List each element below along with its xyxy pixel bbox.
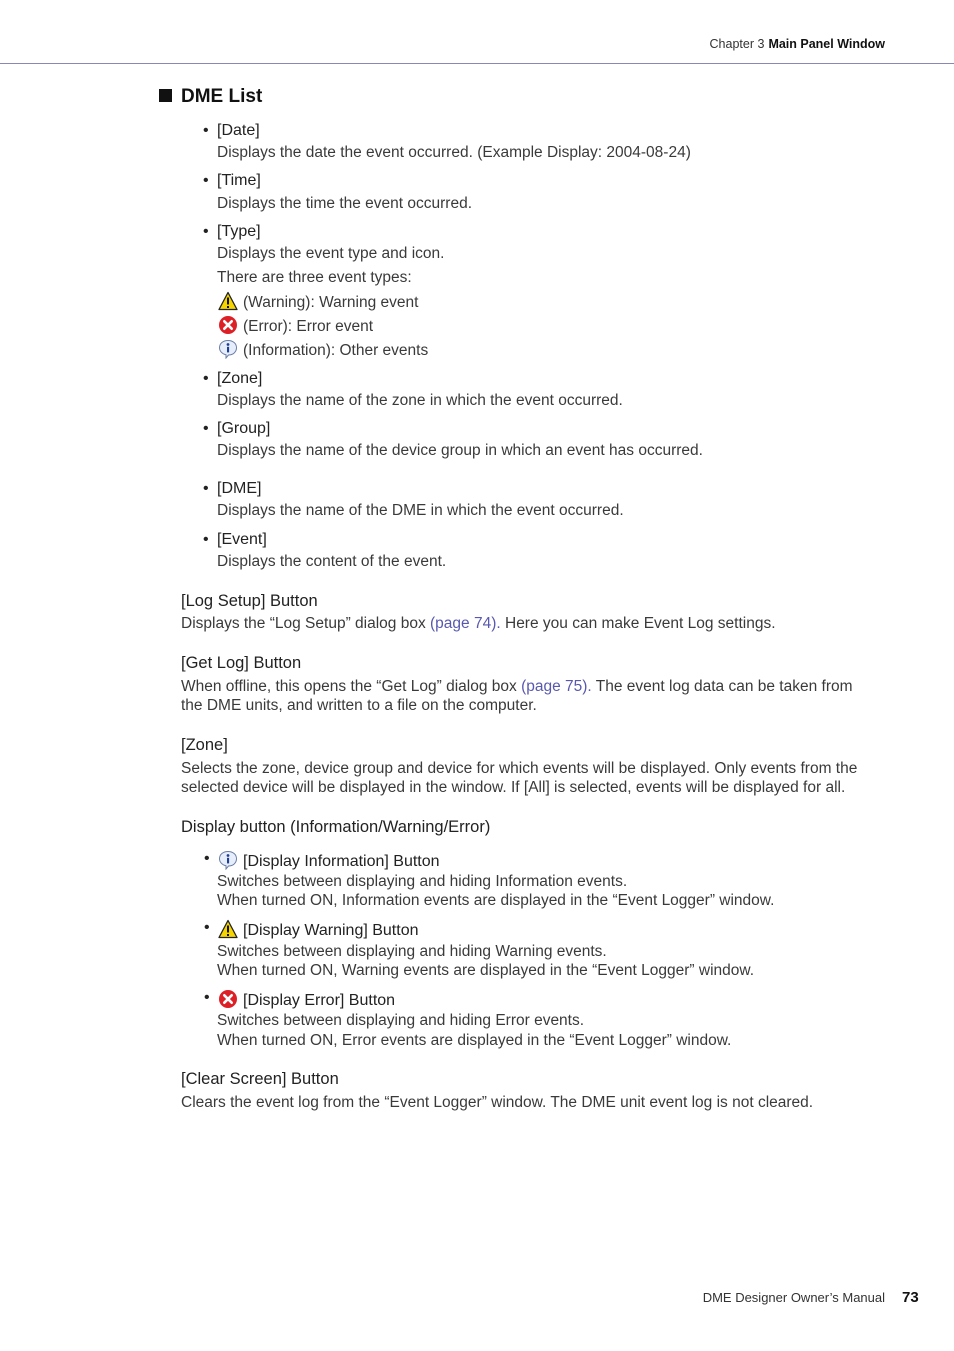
- list-item-time-desc: Displays the time the event occurred.: [217, 195, 473, 212]
- zone-text-line2: selected device will be displayed in the window. If [All] is selected, events will be displayed for all.: [181, 779, 846, 796]
- list-item-type-desc2: There are three event types:: [217, 269, 412, 286]
- error-icon: [218, 315, 238, 335]
- list-item-date-label: • [Date]: [203, 122, 260, 139]
- list-item-zone-label: • [Zone]: [203, 370, 263, 387]
- get-log-text-line2: the DME units, and written to a file on the computer.: [181, 697, 537, 714]
- section-title: [159, 86, 262, 108]
- display-error-line1: Switches between displaying and hiding Error events.: [217, 1012, 585, 1029]
- clear-screen-text: Clears the event log from the “Event Logger” window. The DME unit event log is not cleared.: [181, 1094, 814, 1111]
- display-buttons-heading: Display button (Information/Warning/Error): [181, 818, 491, 836]
- information-icon: [218, 850, 238, 870]
- display-error-line2: When turned ON, Error events are displayed in the “Event Logger” window.: [217, 1032, 732, 1049]
- chapter-label: Chapter 3: [709, 37, 765, 51]
- zone-text-line1: Selects the zone, device group and device for which events will be displayed. Only events from the: [181, 760, 858, 777]
- warning-icon: [218, 919, 238, 939]
- information-icon: [218, 339, 238, 359]
- page-number: 73: [902, 1289, 919, 1306]
- clear-screen-heading: [Clear Screen] Button: [181, 1070, 339, 1088]
- display-information-line2: When turned ON, Information events are displayed in the “Event Logger” window.: [217, 892, 775, 909]
- list-item-dme-label: • [DME]: [203, 480, 262, 497]
- display-information-item: • [Display Information] Button: [204, 850, 440, 870]
- list-item-type-label: • [Type]: [203, 223, 261, 240]
- event-type-error: (Error): Error event: [218, 315, 373, 336]
- zone-heading: [Zone]: [181, 736, 228, 754]
- display-warning-line1: Switches between displaying and hiding Warning events.: [217, 943, 607, 960]
- page-75-link[interactable]: (page 75).: [521, 678, 592, 695]
- error-icon: [218, 989, 238, 1009]
- list-item-zone-desc: Displays the name of the zone in which the event occurred.: [217, 392, 623, 409]
- header-rule: [0, 63, 954, 64]
- event-type-information: (Information): Other events: [218, 339, 428, 360]
- list-item-dme-desc: Displays the name of the DME in which the event occurred.: [217, 502, 624, 519]
- section-title-text: DME List: [181, 86, 263, 107]
- list-item-event-desc: Displays the content of the event.: [217, 553, 447, 570]
- list-item-group-label: • [Group]: [203, 420, 271, 437]
- list-item-group-desc: Displays the name of the device group in which an event has occurred.: [217, 442, 703, 459]
- running-header: [710, 37, 885, 51]
- get-log-text: When offline, this opens the “Get Log” dialog box (page 75). The event log data can be taken from: [181, 678, 853, 695]
- page-74-link[interactable]: (page 74).: [430, 615, 501, 632]
- list-item-time-label: • [Time]: [203, 172, 261, 189]
- warning-icon: [218, 291, 238, 311]
- list-item-event-label: • [Event]: [203, 531, 267, 548]
- display-information-line1: Switches between displaying and hiding Information events.: [217, 873, 628, 890]
- square-bullet-icon: [159, 89, 172, 102]
- get-log-heading: [Get Log] Button: [181, 654, 302, 672]
- display-warning-item: • [Display Warning] Button: [204, 919, 419, 939]
- list-item-date-desc: Displays the date the event occurred. (Example Display: 2004-08-24): [217, 144, 691, 161]
- event-type-warning: (Warning): Warning event: [218, 291, 418, 312]
- display-error-item: • [Display Error] Button: [204, 989, 396, 1009]
- log-setup-text: Displays the “Log Setup” dialog box (page 74). Here you can make Event Log settings.: [181, 615, 776, 632]
- list-item-type-desc: Displays the event type and icon.: [217, 245, 445, 262]
- footer-manual-title: DME Designer Owner’s Manual: [702, 1290, 885, 1305]
- log-setup-heading: [Log Setup] Button: [181, 592, 318, 610]
- display-warning-line2: When turned ON, Warning events are displayed in the “Event Logger” window.: [217, 962, 755, 979]
- chapter-title: Main Panel Window: [768, 37, 885, 51]
